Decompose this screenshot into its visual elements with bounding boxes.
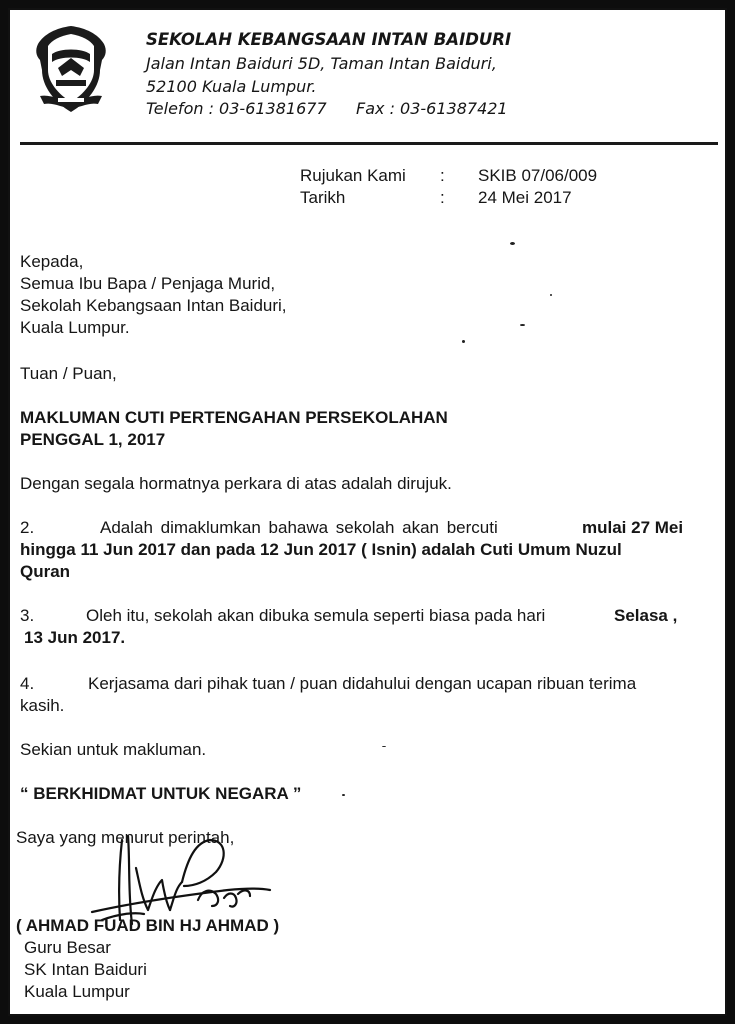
motto: “ BERKHIDMAT UNTUK NEGARA ”: [20, 784, 302, 803]
recipient-line-4: Kuala Lumpur.: [20, 318, 130, 337]
scan-speck: [382, 746, 386, 747]
paragraph-2-bold-start: mulai 27 Mei: [582, 518, 684, 537]
scan-speck: [342, 794, 345, 796]
paragraph-2-bold-end: Quran: [20, 562, 71, 581]
paragraph-4-text-continued: kasih.: [20, 696, 65, 715]
paragraph-2-number: 2.: [20, 518, 35, 537]
date-label: Tarikh: [300, 188, 346, 207]
signatory-name: ( AHMAD FUAD BIN HJ AHMAD ): [16, 916, 280, 935]
reference-label: Rujukan Kami: [300, 166, 406, 185]
address-line-2: 52100 Kuala Lumpur.: [146, 77, 317, 96]
recipient-line-1: Kepada,: [20, 252, 84, 271]
scan-speck: [462, 340, 465, 343]
address-line-1: Jalan Intan Baiduri 5D, Taman Intan Baiduri,: [146, 54, 497, 73]
recipient-line-3: Sekolah Kebangsaan Intan Baiduri,: [20, 296, 287, 315]
school-name: SEKOLAH KEBANGSAAN INTAN BAIDURI: [146, 30, 512, 49]
paragraph-4-text: Kerjasama dari pihak tuan / puan didahului dengan ucapan ribuan terima: [88, 674, 637, 693]
signatory-city: Kuala Lumpur: [24, 982, 130, 1001]
paragraph-3-bold-date: 13 Jun 2017.: [24, 628, 126, 647]
scan-speck: [510, 242, 515, 245]
paragraph-3-text: Oleh itu, sekolah akan dibuka semula seperti biasa pada hari: [86, 606, 546, 625]
signatory-school: SK Intan Baiduri: [24, 960, 147, 979]
salutation: Tuan / Puan,: [20, 364, 117, 383]
signatory-title: Guru Besar: [24, 938, 111, 957]
letterhead-divider: [20, 142, 718, 145]
reference-separator: :: [440, 166, 445, 185]
signoff-line: Saya yang menurut perintah,: [16, 828, 235, 847]
phone-number: Telefon : 03-61381677: [146, 99, 327, 118]
paragraph-2-text: Adalah dimaklumkan bahawa sekolah akan bercuti: [100, 518, 498, 537]
school-crest-logo: [32, 24, 110, 116]
scan-speck: [550, 294, 552, 296]
letter-page: [8, 8, 727, 1016]
date-separator: :: [440, 188, 445, 207]
paragraph-4-number: 4.: [20, 674, 35, 693]
paragraph-3-bold-day: Selasa ,: [614, 606, 678, 625]
date-value: 24 Mei 2017: [478, 188, 572, 207]
fax-number: Fax : 03-61387421: [356, 99, 508, 118]
reference-value: SKIB 07/06/009: [478, 166, 598, 185]
recipient-line-2: Semua Ibu Bapa / Penjaga Murid,: [20, 274, 276, 293]
subject-line-1: MAKLUMAN CUTI PERTENGAHAN PERSEKOLAHAN: [20, 408, 448, 427]
subject-line-2: PENGGAL 1, 2017: [20, 430, 166, 449]
paragraph-3-number: 3.: [20, 606, 35, 625]
paragraph-2-bold-middle: hingga 11 Jun 2017 dan pada 12 Jun 2017 ( Isnin) adalah Cuti Umum Nuzul: [20, 540, 622, 559]
intro-paragraph: Dengan segala hormatnya perkara di atas adalah dirujuk.: [20, 474, 452, 493]
closing-line: Sekian untuk makluman.: [20, 740, 207, 759]
scan-speck: [520, 324, 525, 326]
